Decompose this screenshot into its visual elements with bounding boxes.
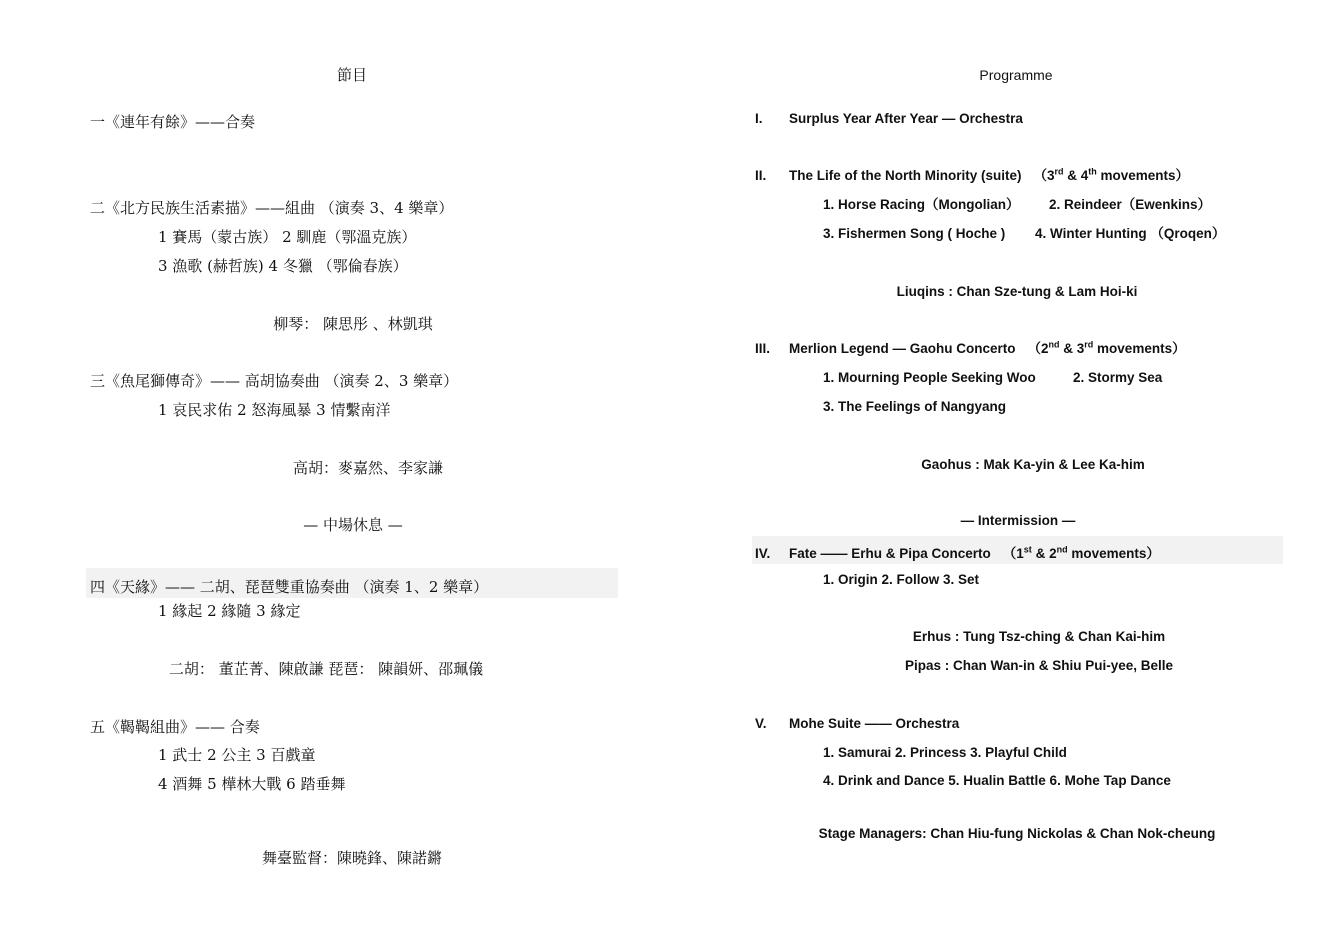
stage-managers: Stage Managers: Chan Hiu-fung Nickolas & Chan Nok-cheung [818, 826, 1216, 841]
item-title: Merlion Legend — Gaohu Concerto [789, 341, 1016, 356]
intermission: — Intermission — [960, 513, 1076, 528]
performers: Pipas : Chan Wan-in & Shiu Pui-yee, Belle [904, 658, 1174, 673]
page-title: 節目 [336, 66, 368, 84]
item-number: III. [755, 341, 771, 356]
item-heading: Surplus Year After Year — Orchestra [789, 111, 1023, 126]
item-heading: 五《鞨鞨組曲》—— 合奏 [90, 718, 260, 736]
movement-line: 3. Fishermen Song ( Hoche ) [823, 226, 1006, 241]
item-heading: 二《北方民族生活素描》——組曲 （演奏 3、4 樂章） [90, 199, 454, 217]
page-title: Programme [979, 67, 1053, 83]
movement-line: 1 緣起 2 緣隨 3 緣定 [158, 602, 301, 620]
performers: Liuqins : Chan Sze-tung & Lam Hoi-ki [896, 284, 1138, 299]
movement-line: 1. Origin 2. Follow 3. Set [823, 572, 980, 587]
performers: Erhus : Tung Tsz-ching & Chan Kai-him [912, 629, 1166, 644]
item-number: V. [755, 716, 767, 731]
movement-line: 1. Horse Racing（Mongolian） [823, 197, 1020, 212]
item-title: The Life of the North Minority (suite) [789, 168, 1022, 183]
item-title: Fate —— Erhu & Pipa Concerto [789, 546, 991, 561]
movement-line: 3. The Feelings of Nangyang [823, 399, 1007, 414]
movement-line: 4 酒舞 5 樺林大戰 6 踏垂舞 [158, 775, 346, 793]
item-number: II. [755, 168, 767, 183]
performers: 二胡： 董芷菁、陳啟謙 琵琶： 陳韻妍、邵珮儀 [168, 660, 484, 678]
movement-line: 2. Stormy Sea [1073, 370, 1163, 385]
movement-line: 1 哀民求佑 2 怒海風暴 3 情繫南洋 [158, 401, 391, 419]
intermission: — 中場休息 — [303, 516, 403, 534]
movement-line: 1. Samurai 2. Princess 3. Playful Child [823, 745, 1067, 760]
item-heading: 四《天緣》—— 二胡、琵琶雙重協奏曲 （演奏 1、2 樂章） [90, 578, 489, 596]
movement-line: 1 武士 2 公主 3 百戲童 [158, 746, 316, 764]
movement-line: 3 漁歌 (赫哲族) 4 冬獵 （鄂倫春族） [158, 257, 408, 275]
movement-line: 1. Mourning People Seeking Woo [823, 370, 1036, 385]
movement-line: 4. Winter Hunting （Qroqen） [1035, 226, 1226, 241]
item-heading: Fate —— Erhu & Pipa Concerto （1st & 2nd movements） [789, 544, 1160, 561]
performers: 高胡：麥嘉然、李家謙 [292, 459, 444, 477]
movement-line: 1 賽馬（蒙古族） 2 馴鹿（鄂溫克族） [158, 228, 417, 246]
performers: Gaohus : Mak Ka-yin & Lee Ka-him [921, 457, 1145, 472]
item-heading: 三《魚尾獅傳奇》—— 高胡協奏曲 （演奏 2、3 樂章） [90, 372, 459, 390]
item-heading: The Life of the North Minority (suite) （3rd & 4th movements） [789, 166, 1190, 183]
stage-managers: 舞臺監督：陳曉鋒、陳諾鏘 [261, 849, 443, 867]
movement-line: 2. Reindeer（Ewenkins） [1049, 197, 1212, 212]
performers: 柳琴： 陳思彤 、林凱琪 [273, 315, 433, 333]
item-heading: 一《連年有餘》——合奏 [90, 113, 256, 131]
movement-line: 4. Drink and Dance 5. Hualin Battle 6. Mohe Tap Dance [823, 773, 1171, 788]
item-number: I. [755, 111, 763, 126]
item-heading: Merlion Legend — Gaohu Concerto （2nd & 3rd movements） [789, 339, 1186, 356]
item-heading: Mohe Suite —— Orchestra [789, 716, 960, 731]
item-number: IV. [755, 546, 771, 561]
